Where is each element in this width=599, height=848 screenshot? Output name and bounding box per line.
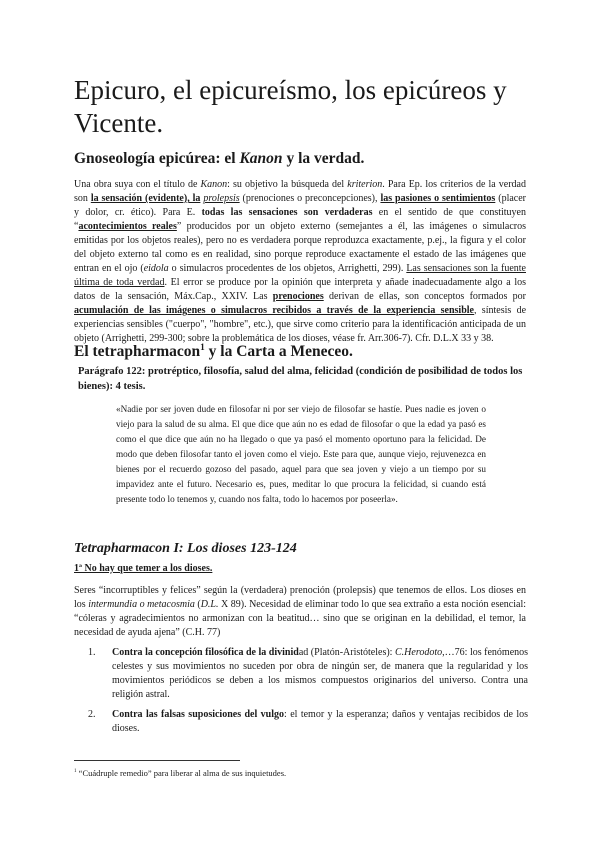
text: en el sentido de que constituyen “ <box>74 207 526 232</box>
sub-heading-temer <box>74 562 526 576</box>
emphasis: kriterion <box>347 179 383 190</box>
heading-emphasis: Tetrapharmacon I: Los dioses <box>74 541 247 556</box>
footnote-marker[interactable]: 1 <box>200 343 205 353</box>
emphasis: D.L. <box>200 599 219 610</box>
list-number: 1. <box>88 647 96 658</box>
list-item-text <box>112 708 528 736</box>
underlined-bold: 1ª No hay que temer a los dioses. <box>74 563 213 574</box>
text: : su objetivo la búsqueda del <box>227 179 348 190</box>
emphasis: intermundia o metacosmia <box>88 599 195 610</box>
text: ,…76: los fenómenos celestes y sus movimientos no suceden por obra de ningún ser, de manera que la regularidad y los movimientos periódicos se deben a los mismos compuestos originarios del universo. Contra una religión astral. <box>112 647 529 700</box>
text: X 89). Necesidad de eliminar todo lo que sea extraño a esta noción esencial: “cóleras y agradecimientos no armonizan con la beatitud… sino que se originan en la debilidad, el temor, la necesidad de ayuda ajena” (C.H. 77) <box>74 599 526 638</box>
underlined-bold: la sensación (evidente), la <box>90 193 201 204</box>
underlined-text: Las sensaciones son la fuente última de toda verdad <box>74 263 526 288</box>
text: . El error se produce por la opinión que interpreta y añade inadecuadamente algo a los datos de la sensación, Máx.Cap., XXIV. Las <box>74 277 526 302</box>
section-heading-tetrapharmacon <box>74 339 353 361</box>
text: Seres “incorruptibles y felices” según la (verdadera) prenoción (prolepsis) que tenemos de ellos. Los dioses en los <box>74 585 526 610</box>
text: , síntesis de experiencias sensibles ("cuerpo", "hombre", etc.), que sirve como criterio para la identificación anticipada de un objeto (Arrighetti, 299-300; sobre la problemática de los dioses, véase fr. Arr.306-7). Cfr. D.L.X 33 y 38. <box>74 305 527 344</box>
list-item-text <box>112 646 528 702</box>
heading-text: Gnoseología epicúrea: el <box>74 150 240 167</box>
heading-text: y la Carta a Meneceo. <box>204 343 353 361</box>
bold-text: todas las sensaciones son verdaderas <box>201 207 373 218</box>
footnote-marker: 1 <box>74 768 77 774</box>
bold-text: Contra las falsas suposiciones del vulgo <box>112 709 285 720</box>
emphasis: C.Herodoto <box>395 647 443 658</box>
underlined-bold: acontecimientos reales <box>78 221 177 232</box>
underlined-emphasis: prolepsis <box>203 193 240 204</box>
section-heading-gnoseologia <box>74 150 364 168</box>
quote-carta-meneceo: «Nadie por ser joven dude en filosofar ni por ser viejo de filosofar se hastíe. Pues nadie es joven o viejo para la salud de su alma. El que dice que aún no es edad de filosofar o que la edad ya pasó es como el que dice que aún no ha llegado o que ya pasó el momento oportuno para la felicidad. De modo que deben filosofar tanto el joven como el viejo. Este para que, aunque viejo, rejuvenezca en bienes por el recuerdo gozoso del pasado, aquel para que sea joven y viejo a un tiempo por su impavidez ante el futuro. Necesario es, pues, meditar lo que procura la felicidad, si cuando está presente todo lo tenemos y, cuando nos falta, todo lo hacemos por poseerla». <box>116 404 486 504</box>
underlined-bold: acumulación de las imágenes o simulacros recibidos a través de la experiencia sensible <box>74 305 474 316</box>
footnote-divider <box>74 760 240 761</box>
text: (placer y dolor, cr. ético). Para E. <box>74 193 527 218</box>
text: . Para Ep. los criterios de la verdad son <box>74 179 526 204</box>
underlined-bold: las pasiones o sentimientos <box>380 193 496 204</box>
heading-text: y la verdad. <box>282 150 365 167</box>
text: ” producidos por un objeto externo (semejantes a él, las imágenes o simulacros emitidas por los objetos reales), pero no es verdadera porque reproduzca exactamente, p.ej., la figura y el color del objeto externo tal como es en realidad, sino porque reproduce exactamente el estado de las imágenes que entran en el ojo ( <box>74 221 526 274</box>
paragraph-gnoseologia <box>74 178 526 346</box>
sub-heading-paragrafo: Parágrafo 122: protréptico, filosofía, salud del alma, felicidad (condición de posibilidad de todos los bienes): 4 tesis. <box>78 366 523 392</box>
footnote <box>74 766 286 779</box>
heading-text: El tetrapharmacon <box>74 343 201 361</box>
text: Una obra suya con el título de <box>74 179 201 190</box>
text: : el temor y la esperanza; daños y ventajas recibidos de los dioses. <box>112 709 529 734</box>
emphasis: eidola <box>143 263 169 274</box>
paragraph-dioses <box>74 584 526 640</box>
emphasis: Kanon <box>200 179 228 190</box>
underlined-bold: prenociones <box>272 291 324 302</box>
text: ( <box>194 599 201 610</box>
page-title: Epicuro, el epicureísmo, los epicúreos y Vicente. <box>74 75 507 138</box>
footnote-text: “Cuádruple remedio” para liberar al alma de sus inquietudes. <box>76 767 287 778</box>
heading-reference: 123-124 <box>246 541 297 556</box>
text: o simulacros procedentes de los objetos, Arrighetti, 299). <box>168 263 407 274</box>
section-heading-dioses <box>74 540 297 557</box>
text: ad (Platón-Aristóteles): <box>298 647 395 658</box>
text: (prenociones o preconcepciones), <box>239 193 381 204</box>
bold-text: Contra la concepción filosófica de la divinid <box>112 647 299 658</box>
list-number: 2. <box>88 709 96 720</box>
heading-emphasis: Kanon <box>239 150 283 167</box>
text: derivan de ellas, son conceptos formados por <box>323 291 526 302</box>
